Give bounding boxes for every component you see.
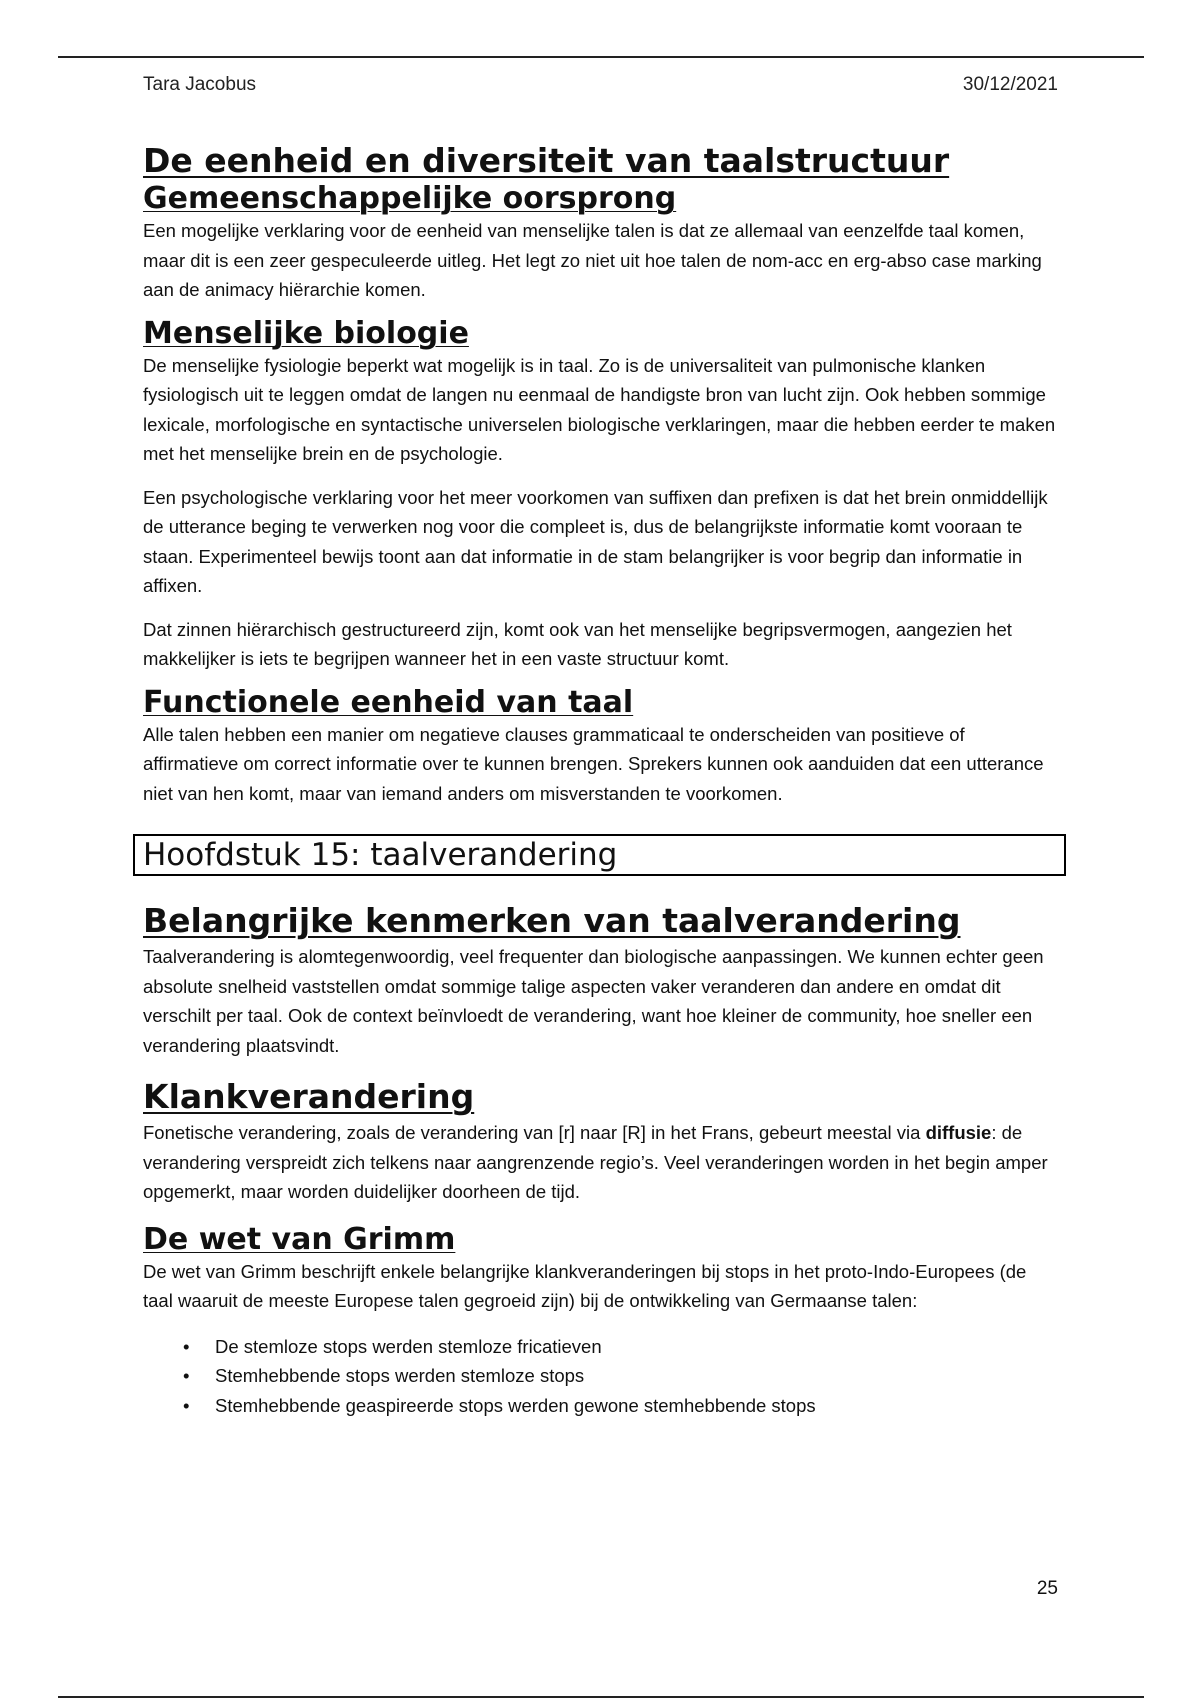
section-title: De eenheid en diversiteit van taalstructuur (143, 141, 950, 180)
header-rule (58, 56, 1144, 58)
bullet-icon: • (183, 1335, 190, 1357)
paragraph (143, 1118, 1058, 1207)
paragraph: Taalverandering is alomtegenwoordig, veel frequenter dan biologische aanpassingen. We kunnen echter geen absolute snelheid vaststellen omdat sommige talige aspecten vaker veranderen dan andere en omdat dit verschilt per taal. Ook de context beïnvloedt de verandering, want hoe kleiner de community, hoe sneller een verandering plaatsvindt. (143, 946, 1044, 1056)
paragraph: De menselijke fysiologie beperkt wat mogelijk is in taal. Zo is de universaliteit van pulmonische klanken fysiologisch uit te leggen omdat de langen nu eenmaal de handigste bron van lucht zijn. Ook hebben sommige lexicale, morfologische en syntactische universelen biologische verklaringen, maar die hebben eerder te maken met het menselijke brein en de psychologie. (143, 354, 1056, 464)
bullet-icon: • (183, 1365, 190, 1386)
bold-term: diffusie (925, 1122, 992, 1143)
paragraph: Een mogelijke verklaring voor de eenheid van menselijke talen is dat ze allemaal van eenzelfde taal komen, maar dit is een zeer gespeculeerde uitleg. Het legt zo niet uit hoe talen de nom-acc en erg-abso case marking aan de animacy hiërarchie komen. (143, 220, 1042, 300)
list-item (143, 1332, 1058, 1362)
header-author: Tara Jacobus (143, 74, 257, 95)
paragraph: Alle talen hebben een manier om negatieve clauses grammaticaal te onderscheiden van positieve of affirmatieve om correct informatie over te kunnen brengen. Sprekers kunnen ook aanduiden dat een utterance niet van hen komt, maar van iemand anders om misverstanden te voorkomen. (143, 723, 1044, 804)
paragraph-text: Fonetische verandering, zoals de verandering van [r] naar [R] in het Frans, gebeurt meestal via (143, 1122, 921, 1143)
list-item-text: Stemhebbende stops werden stemloze stops (215, 1365, 585, 1386)
list-item-text: De stemloze stops werden stemloze fricatieven (215, 1335, 602, 1357)
page-number: 25 (1036, 1578, 1058, 1599)
list-item (143, 1391, 1058, 1421)
paragraph-text: : de verandering verspreidt zich telkens naar aangrenzende regio’s. Veel veranderingen worden in het begin amper opgemerkt, maar worden duidelijker doorheen de tijd. (143, 1122, 1048, 1202)
bullet-icon: • (183, 1394, 190, 1416)
subsection-title: De wet van Grimm (143, 1221, 456, 1257)
subsection-title: Gemeenschappelijke oorsprong (143, 181, 677, 216)
paragraph: Een psychologische verklaring voor het meer voorkomen van suffixen dan prefixen is dat het brein onmiddellijk de utterance beging te verwerken nog voor die compleet is, dus de belangrijkste informatie komt vooraan te staan. Experimenteel bewijs toont aan dat informatie in de stam belangrijker is voor begrip dan informatie in affixen. (143, 486, 1048, 596)
bullet-list (143, 1332, 1058, 1421)
page-header (143, 74, 1058, 100)
subsection-title: Functionele eenheid van taal (143, 684, 634, 720)
section-title: Klankverandering (143, 1077, 475, 1116)
footer-rule (58, 1696, 1144, 1698)
paragraph: Dat zinnen hiërarchisch gestructureerd zijn, komt ook van het menselijke begripsvermogen, aangezien het makkelijker is iets te begrijpen wanneer het in een vaste structuur komt. (143, 618, 1012, 669)
paragraph: De wet van Grimm beschrijft enkele belangrijke klankveranderingen bij stops in het proto-Indo-Europees (de taal waaruit de meeste Europese talen gegroeid zijn) bij de ontwikkeling van Germaanse talen: (143, 1260, 1027, 1311)
chapter-heading: Hoofdstuk 15: taalverandering (133, 834, 1066, 876)
page-content (143, 138, 1058, 1420)
section-title: Belangrijke kenmerken van taalverandering (143, 901, 961, 940)
list-item (143, 1361, 1058, 1391)
list-item-text: Stemhebbende geaspireerde stops werden gewone stemhebbende stops (215, 1394, 816, 1416)
header-date: 30/12/2021 (962, 74, 1058, 95)
subsection-title: Menselijke biologie (143, 315, 469, 351)
